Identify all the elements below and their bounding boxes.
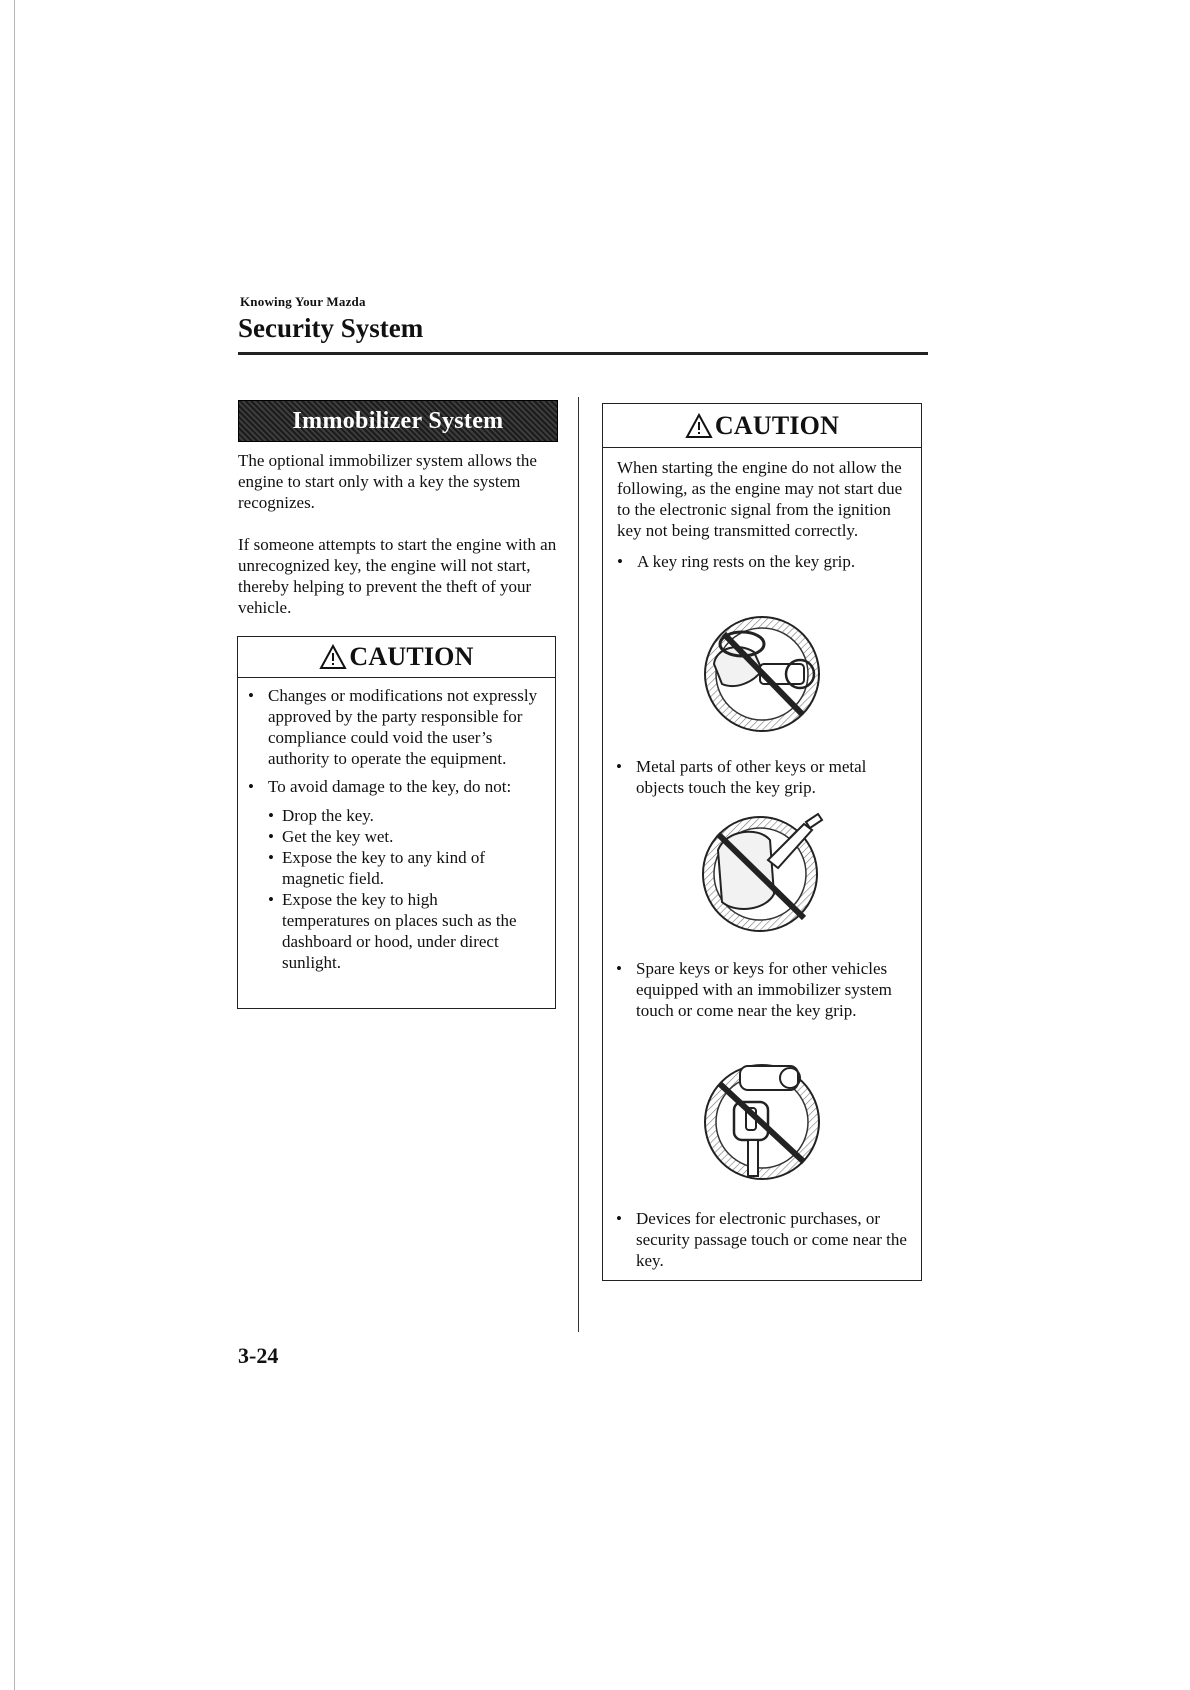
- intro-paragraph: The optional immobilizer system allows the engine to start only with a key the system recognizes.: [238, 451, 537, 512]
- page-number: 3-24: [238, 1343, 279, 1368]
- metal-key-prohibited-illustration: [696, 810, 828, 938]
- bullet-icon: •: [268, 806, 274, 825]
- section-label: Knowing Your Mazda: [240, 294, 366, 309]
- bullet-icon: •: [248, 686, 254, 705]
- bullet-icon: •: [616, 1209, 622, 1228]
- bullet-icon: •: [617, 552, 623, 571]
- warning-triangle-icon: [685, 413, 713, 439]
- page-title: Security System: [238, 313, 424, 343]
- caution-item: • Spare keys or keys for other vehicles equipped with an immobilizer system touch or come near the key grip.: [616, 959, 892, 1020]
- caution-box-left: [237, 636, 556, 1009]
- caution-item: • Devices for electronic purchases, or security passage touch or come near the key.: [616, 1209, 907, 1270]
- bullet-icon: •: [616, 757, 622, 776]
- bullet-icon: •: [268, 890, 274, 909]
- caution-item: • To avoid damage to the key, do not:: [248, 777, 512, 796]
- warning-triangle-icon: [319, 644, 347, 670]
- spare-key-prohibited-illustration: [696, 1058, 828, 1186]
- caution-title: CAUTION: [349, 642, 474, 671]
- immobilizer-banner: [238, 400, 558, 442]
- caution-header: [238, 637, 555, 678]
- caution-item: • Changes or modifications not expressly approved by the party responsible for compliance could void the user’s authority to operate the equipment.: [248, 686, 538, 768]
- banner-title: Immobilizer System: [292, 407, 504, 434]
- bullet-icon: •: [268, 848, 274, 867]
- bullet-icon: •: [616, 959, 622, 978]
- caution-intro: When starting the engine do not allow the following, as the engine may not start due to the electronic signal from the ignition key not being transmitted correctly.: [617, 458, 903, 540]
- caution-subitem: • Expose the key to high temperatures on places such as the dashboard or hood, under direct sunlight.: [268, 890, 517, 972]
- caution-header: [603, 404, 921, 448]
- title-rule: [238, 352, 928, 355]
- column-divider: [578, 397, 579, 1332]
- scan-edge-line: [14, 0, 15, 1690]
- key-ring-prohibited-illustration: [696, 612, 828, 736]
- caution-subitem: • Expose the key to any kind of magnetic field.: [268, 848, 486, 888]
- caution-item: • Metal parts of other keys or metal objects touch the key grip.: [616, 757, 867, 797]
- caution-title: CAUTION: [714, 410, 840, 440]
- caution-subitem: • Drop the key.: [268, 806, 374, 825]
- caution-item: • A key ring rests on the key grip.: [617, 552, 856, 571]
- caution-subitem: • Get the key wet.: [268, 827, 394, 846]
- bullet-icon: •: [268, 827, 274, 846]
- bullet-icon: •: [248, 777, 254, 796]
- theft-paragraph: If someone attempts to start the engine with an unrecognized key, the engine will not start, thereby helping to prevent the theft of your vehicle.: [238, 535, 557, 617]
